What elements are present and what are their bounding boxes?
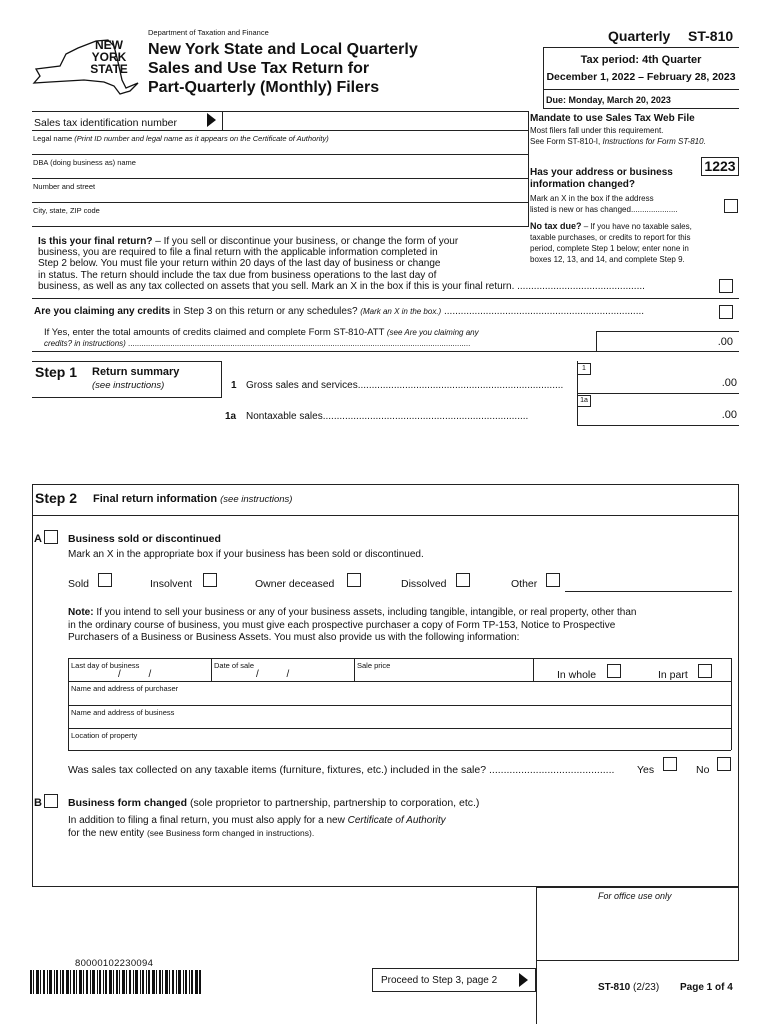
address-changed-note: Mark an X in the box if the address listed is new or has changed.....................: [530, 194, 678, 214]
option-dissolved-checkbox[interactable]: [456, 573, 470, 587]
option-deceased-label: Owner deceased: [255, 578, 335, 590]
section-b-text: In addition to filing a final return, you must also apply for a new Certificate of Authority for the new entity (see Business form changed in instructions).: [68, 815, 446, 839]
step1-subtitle: Return summary: [92, 366, 180, 378]
due-date: Due: Monday, March 20, 2023: [546, 95, 671, 105]
line1a-label: Nontaxable sales..........................................................................: [246, 411, 529, 422]
final-return-text: Is this your final return? – If you sell or discontinue your business, or change the form of your business, you are required to file a final return with the applicable information completed in Step 2 below. You must file your return within 20 days of the last day of business or change in status. The return should include the tax due from business operations to the last day of business, as well as any tax collected on assets that you sell. Mark an X in the box if this is your final return. ..............................................: [38, 236, 645, 292]
option-other-label: Other: [511, 578, 538, 590]
in-whole-label: In whole: [557, 669, 597, 681]
line1-number: 1: [231, 380, 237, 391]
line1-label: Gross sales and services..........................................................................: [246, 380, 564, 391]
address-changed-checkbox[interactable]: [724, 199, 738, 213]
no-checkbox[interactable]: [717, 757, 731, 771]
option-other-checkbox[interactable]: [546, 573, 560, 587]
sale-note: Note: If you intend to sell your business or any of your business assets, including tangible, intangible, or real property, other than in the ordinary course of business, you must give each prospective purchaser a copy of Form TP-153, Notice to Prospective Purchasers of a Business or Business Assets. You must also provide us with the following information:: [68, 607, 637, 643]
address-changed-question: Has your address or business information changed?: [530, 167, 673, 190]
street-field[interactable]: [32, 179, 528, 203]
credits-amount-field[interactable]: .00: [596, 331, 739, 351]
section-a-letter: A: [34, 533, 42, 545]
in-whole-checkbox[interactable]: [607, 664, 621, 678]
option-insolvent-label: Insolvent: [150, 578, 193, 590]
option-insolvent-checkbox[interactable]: [203, 573, 217, 587]
city-field[interactable]: [32, 203, 528, 227]
in-part-checkbox[interactable]: [698, 664, 712, 678]
dba-label: DBA (doing business as) name: [33, 158, 136, 167]
page-number: Page 1 of 4: [680, 982, 733, 993]
purchaser-field[interactable]: [68, 681, 731, 705]
office-use-label: For office use only: [598, 891, 672, 901]
arrow-right-icon: [207, 113, 216, 127]
form-title: New York State and Local Quarterly Sales and Use Tax Return for Part-Quarterly (Monthly) Filers: [148, 41, 418, 96]
line1a-box-label: 1a: [577, 395, 591, 407]
no-label: No: [696, 764, 710, 776]
legal-name-label: Legal name (Print ID number and legal name as it appears on the Certificate of Authority): [33, 134, 329, 143]
barcode-icon: [30, 970, 202, 994]
section-a-title: Business sold or discontinued: [68, 533, 221, 545]
step1-title: Step 1: [35, 364, 78, 380]
sale-price-field[interactable]: [355, 658, 533, 681]
yes-label: Yes: [637, 764, 655, 776]
property-location-label: Location of property: [71, 731, 138, 740]
proceed-label: Proceed to Step 3, page 2: [381, 975, 498, 986]
tax-period-label: Tax period: 4th Quarter: [580, 54, 702, 66]
property-location-field[interactable]: [68, 728, 731, 750]
section-b-letter: B: [34, 797, 42, 809]
form-number: ST-810: [688, 28, 734, 44]
logo-text: NEW YORK STATE: [90, 38, 128, 76]
line1a-number: 1a: [225, 411, 237, 422]
purchaser-label: Name and address of purchaser: [71, 684, 179, 693]
in-part-label: In part: [658, 669, 688, 681]
option-deceased-checkbox[interactable]: [347, 573, 361, 587]
section-b-title: Business form changed (sole proprietor to partnership, partnership to corporation, etc.): [68, 797, 480, 809]
form-revision: ST-810 (2/23): [598, 982, 660, 993]
final-return-checkbox[interactable]: [719, 279, 733, 293]
credits-checkbox[interactable]: [719, 305, 733, 319]
step2-title: Step 2: [35, 490, 78, 506]
credits-question: Are you claiming any credits in Step 3 on this return or any schedules? (Mark an X in the box.) ........................................................................: [34, 306, 645, 317]
period-code-box: 1223: [701, 157, 739, 176]
barcode-number: 80000102230094: [75, 958, 154, 969]
tax-period-dates: December 1, 2022 – February 28, 2023: [546, 71, 736, 83]
sale-price-label: Sale price: [357, 661, 391, 670]
step1-see-instructions: (see instructions): [92, 380, 165, 391]
arrow-right-icon: [519, 973, 528, 987]
legal-name-field[interactable]: [32, 131, 528, 155]
business-sold-checkbox[interactable]: [44, 530, 58, 544]
proceed-to-step3-button[interactable]: [372, 968, 536, 992]
option-sold-label: Sold: [68, 578, 90, 590]
yes-checkbox[interactable]: [663, 757, 677, 771]
credits-followup: If Yes, enter the total amounts of credits claimed and complete Form ST-810-ATT (see Are you claiming any credits? in instructions) ..........................................................................................................................................................: [44, 327, 479, 348]
department-name: Department of Taxation and Finance: [148, 28, 269, 37]
line1-box-label: 1: [577, 363, 591, 375]
sales-tax-collected-question: Was sales tax collected on any taxable items (furniture, fixtures, etc.) included in the sale? ...........................................: [68, 764, 615, 776]
option-sold-checkbox[interactable]: [98, 573, 112, 587]
sales-tax-id-label: Sales tax identification number: [34, 117, 177, 129]
option-other-field[interactable]: [565, 578, 732, 592]
city-label: City, state, ZIP code: [33, 206, 100, 215]
street-label: Number and street: [33, 182, 96, 191]
line1-amount-field[interactable]: .00: [577, 361, 739, 393]
business-address-label: Name and address of business: [71, 708, 175, 717]
no-tax-due-note: No tax due? – If you have no taxable sales, taxable purchases, or credits to report for this period, complete Step 1 below; enter none in boxes 12, 13, and 14, and complete Step 9.: [530, 221, 692, 264]
dba-field[interactable]: [32, 155, 528, 179]
mandate-title: Mandate to use Sales Tax Web File: [530, 113, 695, 124]
business-address-field[interactable]: [68, 705, 731, 728]
date-of-sale-label: Date of sale: [214, 661, 255, 670]
mandate-text-1: Most filers fall under this requirement.: [530, 126, 664, 135]
form-type: Quarterly: [608, 28, 671, 44]
step2-subtitle: Final return information (see instructions): [93, 493, 293, 505]
mandate-text-2: See Form ST-810-I, Instructions for Form ST-810.: [530, 137, 706, 146]
business-form-changed-checkbox[interactable]: [44, 794, 58, 808]
option-dissolved-label: Dissolved: [401, 578, 447, 590]
last-day-label: Last day of business: [71, 661, 140, 670]
section-a-text: Mark an X in the appropriate box if your business has been sold or discontinued.: [68, 549, 424, 560]
line1a-amount-field[interactable]: .00: [577, 393, 739, 425]
